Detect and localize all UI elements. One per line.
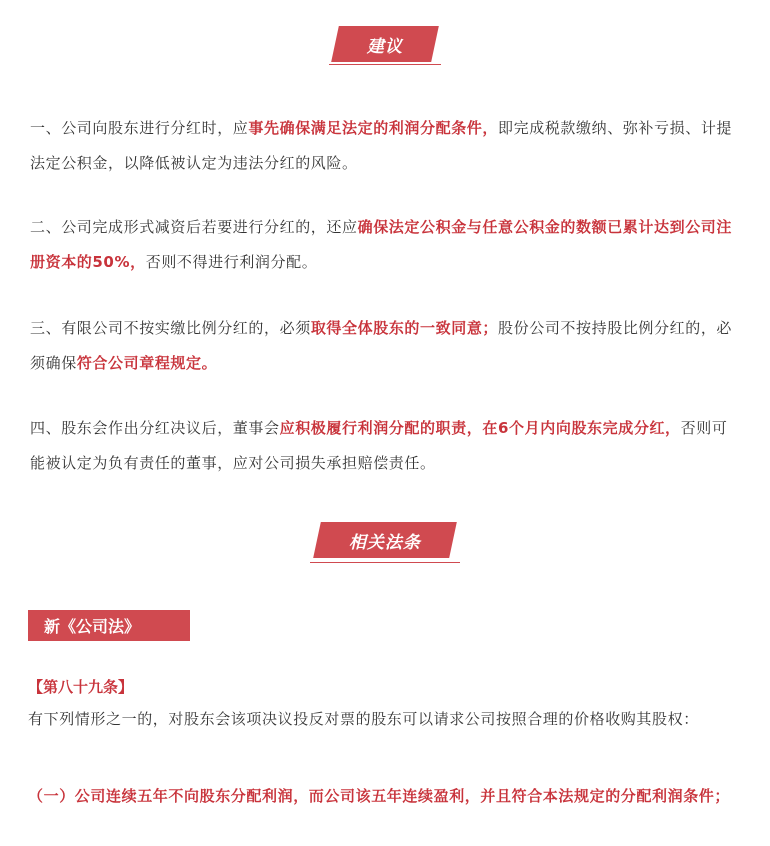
section-title: 建议 xyxy=(367,36,403,57)
article-title: 【第八十九条】 xyxy=(28,678,134,696)
article-body: 有下列情形之一的，对股东会该项决议投反对票的股东可以请求公司按照合理的价格收购其股权： xyxy=(28,710,699,728)
section-title: 相关法条 xyxy=(349,532,421,553)
section-title-box xyxy=(331,26,439,62)
section-underline xyxy=(329,64,441,65)
advice-paragraph-3: 三、有限公司不按实缴比例分红的，必须取得全体股东的一致同意；股份公司不按持股比例分红的，必须确保符合公司章程规定。 xyxy=(30,319,733,372)
section-title-box xyxy=(313,522,457,558)
advice-paragraph-1: 一、公司向股东进行分红时，应事先确保满足法定的利润分配条件，即完成税款缴纳、弥补亏损、计提法定公积金，以降低被认定为违法分红的风险。 xyxy=(30,119,733,172)
section-underline xyxy=(310,562,460,563)
article-item-1: （一）公司连续五年不向股东分配利润，而公司该五年连续盈利，并且符合本法规定的分配利润条件； xyxy=(28,787,731,805)
advice-paragraph-2: 二、公司完成形式减资后若要进行分红的，还应确保法定公积金与任意公积金的数额已累计达到公司注册资本的50%，否则不得进行利润分配。 xyxy=(30,218,733,271)
advice-paragraph-4: 四、股东会作出分红决议后，董事会应积极履行利润分配的职责，在6个月内向股东完成分红，否则可能被认定为负有责任的董事，应对公司损失承担赔偿责任。 xyxy=(30,419,728,472)
law-tag: 新《公司法》 xyxy=(28,610,190,641)
